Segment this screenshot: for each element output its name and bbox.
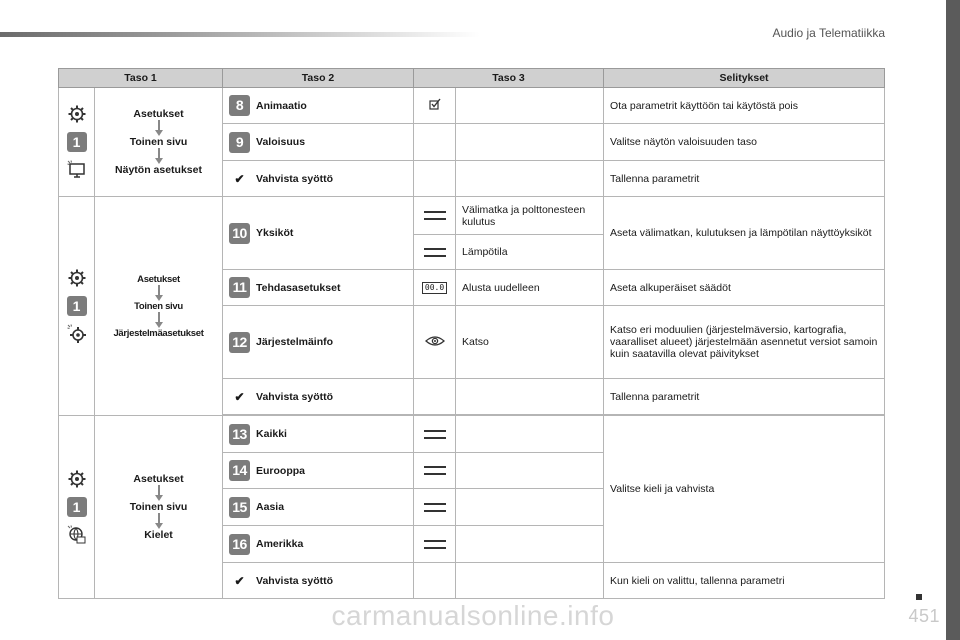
selector-bar-icon[interactable]	[424, 211, 446, 220]
checkmark-icon: ✔	[234, 171, 245, 186]
step-number: 13	[229, 424, 250, 445]
arrow-down-icon	[154, 513, 164, 529]
level3-icon-cell	[414, 489, 456, 526]
path-display-settings: Näytön asetukset	[115, 164, 202, 176]
path-second-page: Toinen sivu	[129, 501, 188, 513]
level3-icon-cell	[414, 563, 456, 599]
gear-icon	[67, 104, 87, 124]
level1-path-languages	[95, 416, 223, 599]
description: Tallenna parametrit	[604, 379, 885, 415]
level3-icon-cell	[414, 161, 456, 197]
level3-text	[456, 526, 604, 563]
option-all[interactable]: 13 Kaikki	[223, 416, 414, 453]
watermark: carmanualsonline.info	[331, 600, 615, 631]
selector-bar-icon[interactable]	[424, 466, 446, 475]
level3-text: Lämpötila	[456, 235, 604, 270]
description: Aseta välimatkan, kulutuksen ja lämpötilan näyttöyksiköt	[604, 197, 885, 270]
level3-text	[456, 563, 604, 599]
description: Tallenna parametrit	[604, 161, 885, 197]
level3-icon-cell	[414, 197, 456, 235]
level3-text	[456, 379, 604, 415]
level3-icon-cell	[414, 379, 456, 415]
step-number: 14	[229, 460, 250, 481]
option-america[interactable]: 16 Amerikka	[223, 526, 414, 563]
level3-icon-cell	[414, 270, 456, 306]
page-number: 451	[908, 606, 940, 626]
arrow-down-icon	[154, 485, 164, 501]
step-number: 11	[229, 277, 250, 298]
level3-text: Välimatka ja polttonesteen kulutus	[456, 197, 604, 235]
step-badge: 1	[67, 296, 87, 316]
path-settings: Asetukset	[133, 473, 184, 485]
description: Valitse kieli ja vahvista	[604, 416, 885, 563]
level1-icons	[59, 416, 95, 599]
description: Kun kieli on valittu, tallenna parametri	[604, 563, 885, 599]
step-number: 16	[229, 534, 250, 555]
step-number: 15	[229, 497, 250, 518]
level3-icon-cell	[414, 416, 456, 453]
option-animation[interactable]: 8 Animaatio	[223, 88, 414, 124]
option-confirm-input[interactable]: ✔ Vahvista syöttö	[223, 379, 414, 415]
gear-icon	[67, 268, 87, 288]
level3-text: Alusta uudelleen	[456, 270, 604, 306]
level3-icon-cell	[414, 453, 456, 489]
display-icon	[67, 160, 87, 180]
option-asia[interactable]: 15 Aasia	[223, 489, 414, 526]
description: Valitse näytön valoisuuden taso	[604, 124, 885, 161]
description: Katso eri moduulien (järjestelmäversio, kartografia, vaaralliset alueet) järjestelmään asennetut versiot samoin kuin saatavilla olevat päivitykset	[604, 306, 885, 379]
step-number: 8	[229, 95, 250, 116]
header-taso-3: Taso 3	[414, 69, 604, 88]
path-settings: Asetukset	[137, 273, 180, 285]
table-row	[59, 88, 885, 124]
table-header-row	[59, 69, 885, 88]
step-badge: 1	[67, 132, 87, 152]
page-edge-bar	[946, 0, 960, 640]
step-number: 10	[229, 223, 250, 244]
arrow-down-icon	[154, 148, 164, 164]
level3-text: Katso	[456, 306, 604, 379]
step-number: 9	[229, 132, 250, 153]
option-system-info[interactable]: 12 Järjestelmäinfo	[223, 306, 414, 379]
option-europe[interactable]: 14 Eurooppa	[223, 453, 414, 489]
checkmark-icon: ✔	[234, 573, 245, 588]
option-confirm-input[interactable]: ✔ Vahvista syöttö	[223, 563, 414, 599]
level3-icon-cell	[414, 526, 456, 563]
level3-text	[456, 489, 604, 526]
arrow-down-icon	[154, 285, 164, 301]
level3-icon-cell	[414, 235, 456, 270]
checkbox-icon[interactable]	[429, 98, 441, 110]
header-taso-2: Taso 2	[223, 69, 414, 88]
section-title: Audio ja Telematiikka	[772, 26, 885, 40]
level3-text	[456, 161, 604, 197]
gear-icon	[67, 469, 87, 489]
table-row	[59, 197, 885, 235]
selector-bar-icon[interactable]	[424, 248, 446, 257]
path-second-page: Toinen sivu	[134, 300, 183, 312]
description: Ota parametrit käyttöön tai käytöstä pois	[604, 88, 885, 124]
header-taso-1: Taso 1	[59, 69, 223, 88]
step-number: 12	[229, 332, 250, 353]
eye-icon[interactable]	[425, 335, 445, 347]
level3-icon-cell	[414, 124, 456, 161]
arrow-down-icon	[154, 312, 164, 328]
arrow-down-icon	[154, 120, 164, 136]
option-confirm-input[interactable]: ✔ Vahvista syöttö	[223, 161, 414, 197]
selector-bar-icon[interactable]	[424, 503, 446, 512]
option-factory-settings[interactable]: 11 Tehdasasetukset	[223, 270, 414, 306]
reset-icon[interactable]: 00.0	[422, 282, 447, 294]
level3-text	[456, 88, 604, 124]
header-selitykset: Selitykset	[604, 69, 885, 88]
level3-text	[456, 453, 604, 489]
path-system-settings: Järjestelmäasetukset	[113, 327, 204, 339]
level3-text	[456, 416, 604, 453]
level3-icon-cell	[414, 88, 456, 124]
path-settings: Asetukset	[133, 108, 184, 120]
option-units[interactable]: 10 Yksiköt	[223, 197, 414, 270]
checkmark-icon: ✔	[234, 389, 245, 404]
level1-icons	[59, 88, 95, 197]
system-settings-icon	[67, 324, 87, 344]
selector-bar-icon[interactable]	[424, 540, 446, 549]
settings-table	[58, 68, 885, 599]
option-brightness[interactable]: 9 Valoisuus	[223, 124, 414, 161]
level1-path-system	[95, 197, 223, 416]
selector-bar-icon[interactable]	[424, 430, 446, 439]
level1-icons	[59, 197, 95, 416]
table-row	[59, 416, 885, 453]
description: Aseta alkuperäiset säädöt	[604, 270, 885, 306]
path-second-page: Toinen sivu	[129, 136, 188, 148]
language-icon	[67, 525, 87, 545]
level3-icon-cell	[414, 306, 456, 379]
step-badge: 1	[67, 497, 87, 517]
level1-path-display	[95, 88, 223, 197]
header-gradient-bar	[0, 32, 480, 37]
path-languages: Kielet	[144, 529, 173, 541]
level3-text	[456, 124, 604, 161]
